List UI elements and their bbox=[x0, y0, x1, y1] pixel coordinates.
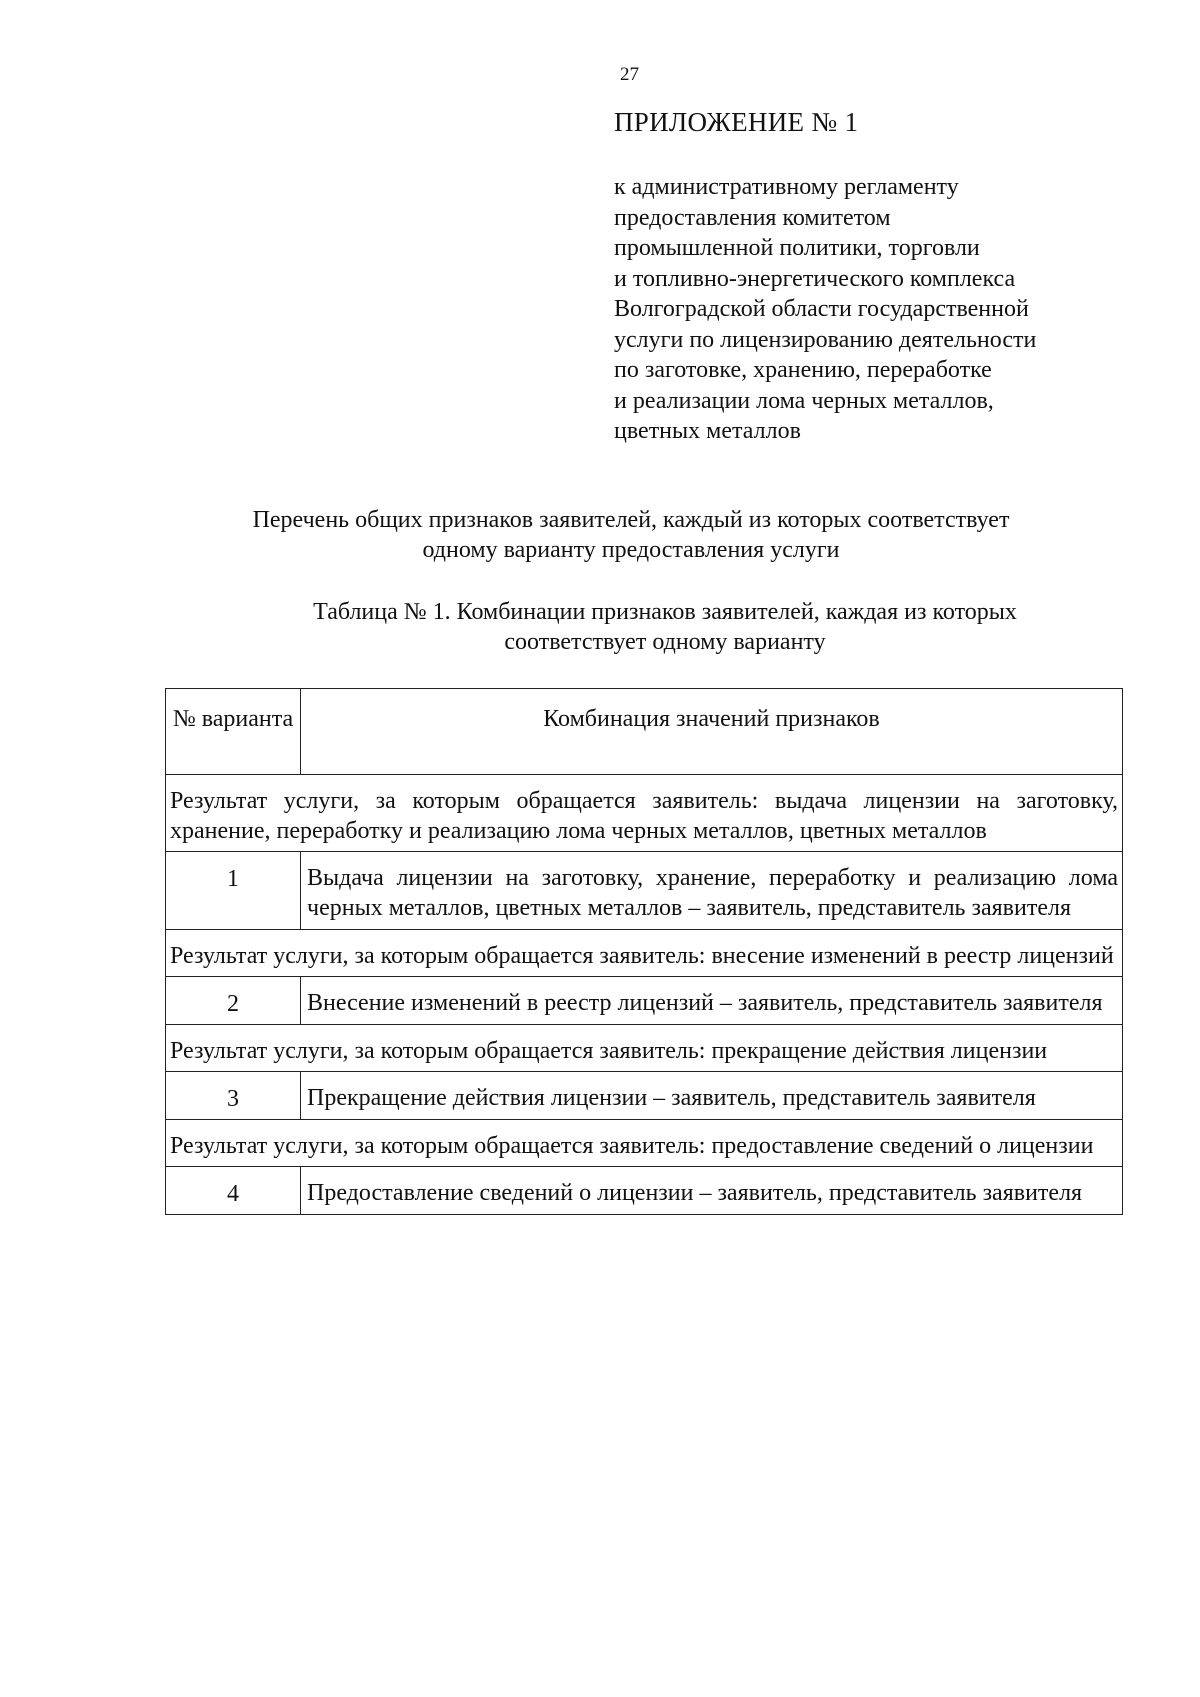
result-cell: Результат услуги, за которым обращается заявитель: выдача лицензии на заготовку, хранение, переработку и реализацию лома черных металлов, цветных металлов bbox=[166, 775, 1123, 852]
variant-number: 2 bbox=[166, 977, 301, 1025]
header-variant-number: № варианта bbox=[166, 689, 301, 775]
variant-number: 4 bbox=[166, 1167, 301, 1215]
variant-combination: Внесение изменений в реестр лицензий – заявитель, представитель заявителя bbox=[301, 977, 1123, 1025]
appendix-subtitle-line: и топливно-энергетического комплекса bbox=[614, 265, 1016, 292]
result-cell: Результат услуги, за которым обращается заявитель: предоставление сведений о лицензии bbox=[166, 1120, 1123, 1167]
appendix-subtitle-line: услуги по лицензированию деятельности bbox=[614, 326, 1037, 353]
appendix-subtitle-line: промышленной политики, торговли bbox=[614, 235, 980, 261]
page-number: 27 bbox=[620, 64, 639, 85]
variant-row bbox=[166, 852, 1123, 930]
variant-number: 1 bbox=[166, 852, 301, 930]
appendix-subtitle-line: и реализации лома черных металлов, bbox=[614, 387, 994, 414]
variant-number: 3 bbox=[166, 1072, 301, 1120]
variant-row bbox=[166, 1167, 1123, 1215]
variant-row bbox=[166, 1072, 1123, 1120]
appendix-subtitle-line: к административному регламенту bbox=[614, 174, 959, 200]
appendix-subtitle-line: цветных металлов bbox=[614, 418, 801, 444]
appendix-subtitle-line: Волгоградской области государственной bbox=[614, 296, 1029, 322]
result-row bbox=[166, 775, 1123, 852]
result-row bbox=[166, 930, 1123, 977]
appendix-subtitle-line: по заготовке, хранению, переработке bbox=[614, 357, 992, 383]
variant-combination: Прекращение действия лицензии – заявитель, представитель заявителя bbox=[301, 1072, 1123, 1120]
table-caption-line: Таблица № 1. Комбинации признаков заявителей, каждая из которых bbox=[313, 599, 1017, 625]
result-row bbox=[166, 1025, 1123, 1072]
variants-table bbox=[165, 688, 1123, 1215]
variant-row bbox=[166, 977, 1123, 1025]
table-caption-line: соответствует одному варианту bbox=[504, 629, 826, 655]
list-title-line: одному варианту предоставления услуги bbox=[422, 537, 840, 563]
result-cell: Результат услуги, за которым обращается заявитель: внесение изменений в реестр лицензий bbox=[166, 930, 1123, 977]
table-caption bbox=[220, 597, 1110, 657]
result-cell: Результат услуги, за которым обращается заявитель: прекращение действия лицензии bbox=[166, 1025, 1123, 1072]
list-title bbox=[150, 505, 1112, 565]
appendix-title: ПРИЛОЖЕНИЕ № 1 bbox=[614, 107, 859, 137]
appendix-subtitle bbox=[614, 172, 1134, 447]
variant-combination: Выдача лицензии на заготовку, хранение, переработку и реализацию лома черных металлов, цветных металлов – заявитель, представитель заявителя bbox=[301, 852, 1123, 930]
table-header-row bbox=[166, 689, 1123, 775]
header-combination: Комбинация значений признаков bbox=[301, 689, 1123, 775]
list-title-line: Перечень общих признаков заявителей, каждый из которых соответствует bbox=[252, 507, 1010, 533]
appendix-subtitle-line: предоставления комитетом bbox=[614, 204, 891, 231]
variant-combination: Предоставление сведений о лицензии – заявитель, представитель заявителя bbox=[301, 1167, 1123, 1215]
result-row bbox=[166, 1120, 1123, 1167]
